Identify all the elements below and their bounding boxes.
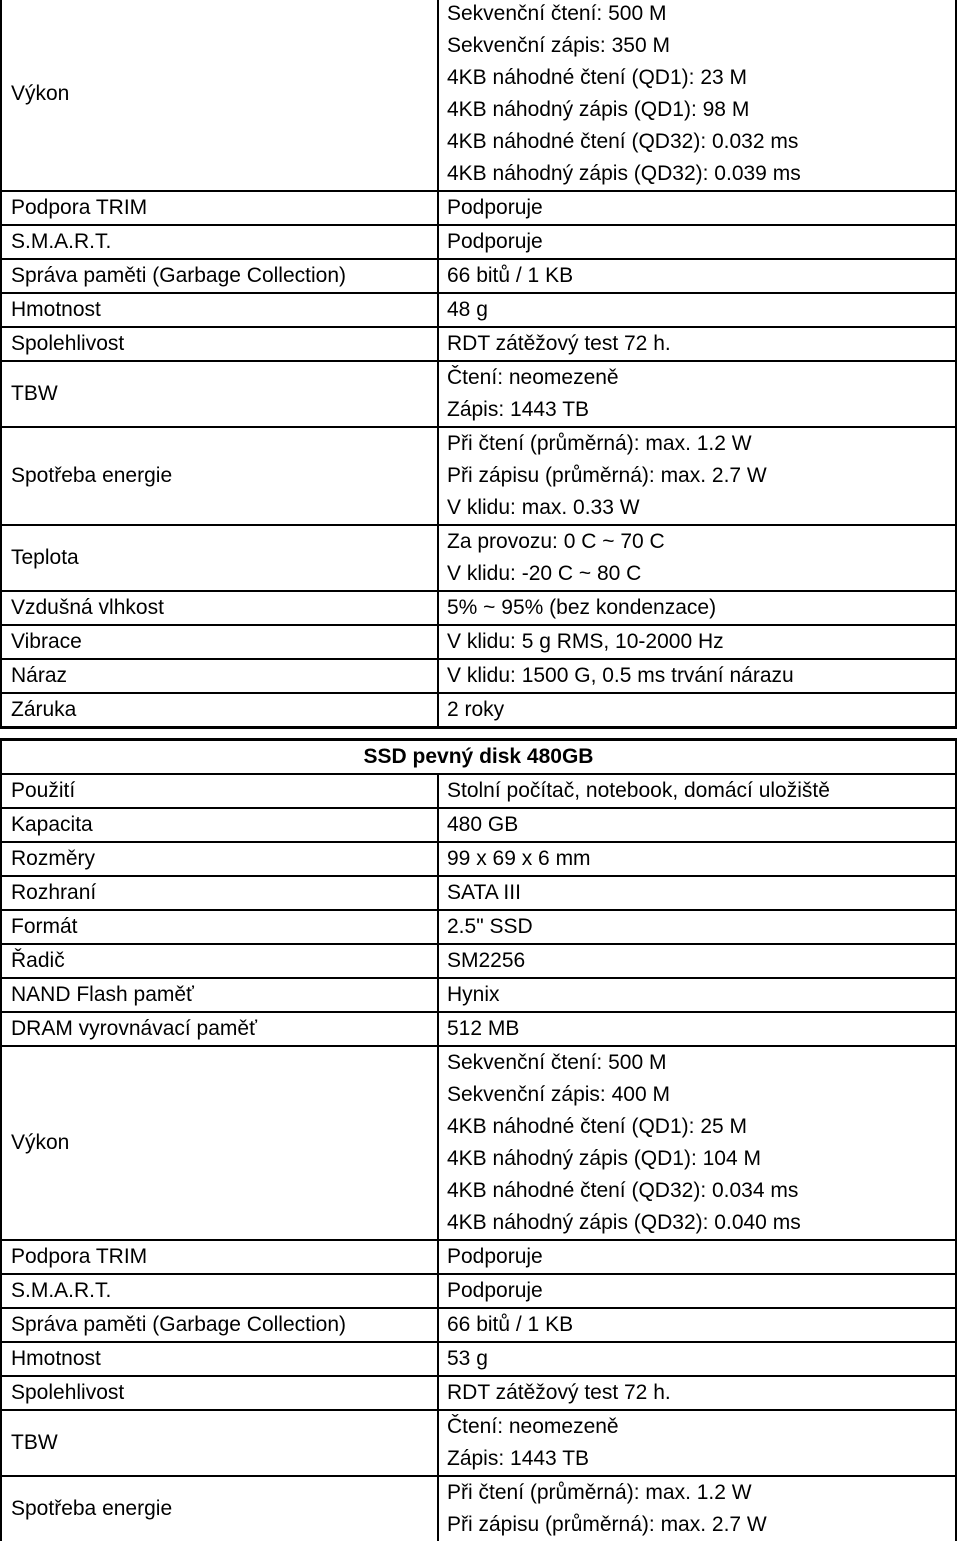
row-value <box>438 1046 956 1240</box>
row-value <box>438 1376 956 1410</box>
spec-row-dimensions <box>1 842 956 876</box>
row-value <box>438 659 956 693</box>
value-line: Při zápisu (průměrná): max. 2.7 W <box>447 1509 955 1541</box>
row-value <box>438 1410 956 1476</box>
value-line: 66 bitů / 1 KB <box>447 1309 955 1341</box>
row-value <box>438 1240 956 1274</box>
value-line: Zápis: 1443 TB <box>447 1443 955 1475</box>
row-label: Výkon <box>1 1046 438 1240</box>
value-line: Podporuje <box>447 1241 955 1273</box>
value-line: Podporuje <box>447 1275 955 1307</box>
spec-row-garbage-collection <box>1 1308 956 1342</box>
spec-row-trim <box>1 1240 956 1274</box>
spec-row-trim <box>1 191 956 225</box>
spec-row-usage <box>1 774 956 808</box>
value-line: 480 GB <box>447 809 955 841</box>
value-line: Sekvenční čtení: 500 M <box>447 1047 955 1079</box>
spec-row-warranty <box>1 693 956 728</box>
row-label: Podpora TRIM <box>1 191 438 225</box>
row-value <box>438 225 956 259</box>
spec-row-reliability <box>1 1376 956 1410</box>
value-line: Podporuje <box>447 226 955 258</box>
spec-row-capacity <box>1 808 956 842</box>
spec-table-caption <box>1 740 956 775</box>
spec-row-smart <box>1 1274 956 1308</box>
value-line: Sekvenční čtení: 500 M <box>447 0 955 30</box>
value-line: Hynix <box>447 979 955 1011</box>
row-label: DRAM vyrovnávací paměť <box>1 1012 438 1046</box>
row-label: S.M.A.R.T. <box>1 1274 438 1308</box>
value-line: 4KB náhodné čtení (QD1): 23 M <box>447 62 955 94</box>
value-line: RDT zátěžový test 72 h. <box>447 1377 955 1409</box>
spec-row-power <box>1 1476 956 1541</box>
spec-row-garbage-collection <box>1 259 956 293</box>
row-value <box>438 327 956 361</box>
value-line: 2 roky <box>447 694 955 726</box>
row-label: Spotřeba energie <box>1 427 438 525</box>
spec-row-nand-flash <box>1 978 956 1012</box>
row-value <box>438 361 956 427</box>
spec-row-vibration <box>1 625 956 659</box>
spec-row-smart <box>1 225 956 259</box>
row-value <box>438 293 956 327</box>
row-value <box>438 978 956 1012</box>
row-label: S.M.A.R.T. <box>1 225 438 259</box>
value-line: V klidu: -20 C ~ 80 C <box>447 558 955 590</box>
spec-row-shock <box>1 659 956 693</box>
row-label: Kapacita <box>1 808 438 842</box>
spec-table-240gb <box>0 0 957 729</box>
row-label: Náraz <box>1 659 438 693</box>
value-line: V klidu: 1500 G, 0.5 ms trvání nárazu <box>447 660 955 692</box>
spec-table-480gb <box>0 738 957 1541</box>
spec-row-tbw <box>1 361 956 427</box>
value-line: Při čtení (průměrná): max. 1.2 W <box>447 428 955 460</box>
value-line: V klidu: 5 g RMS, 10-2000 Hz <box>447 626 955 658</box>
row-value <box>438 259 956 293</box>
spec-row-humidity <box>1 591 956 625</box>
row-label: Vibrace <box>1 625 438 659</box>
spec-row-dram-cache <box>1 1012 956 1046</box>
spec-row-interface <box>1 876 956 910</box>
row-value <box>438 625 956 659</box>
row-label: Hmotnost <box>1 293 438 327</box>
row-label: Vzdušná vlhkost <box>1 591 438 625</box>
row-label: Spotřeba energie <box>1 1476 438 1541</box>
spec-row-weight <box>1 1342 956 1376</box>
value-line: V klidu: max. 0.33 W <box>447 492 955 524</box>
spec-row-performance <box>1 1046 956 1240</box>
spec-row-power <box>1 427 956 525</box>
value-line: Zápis: 1443 TB <box>447 394 955 426</box>
spec-row-weight <box>1 293 956 327</box>
value-line: 4KB náhodný zápis (QD1): 104 M <box>447 1143 955 1175</box>
value-line: 99 x 69 x 6 mm <box>447 843 955 875</box>
value-line: 5% ~ 95% (bez kondenzace) <box>447 592 955 624</box>
value-line: 2.5" SSD <box>447 911 955 943</box>
value-line: 512 MB <box>447 1013 955 1045</box>
row-value <box>438 876 956 910</box>
row-label: Hmotnost <box>1 1342 438 1376</box>
value-line: Čtení: neomezeně <box>447 362 955 394</box>
value-line: Sekvenční zápis: 350 M <box>447 30 955 62</box>
row-value <box>438 0 956 191</box>
value-line: SM2256 <box>447 945 955 977</box>
value-line: 4KB náhodný zápis (QD32): 0.040 ms <box>447 1207 955 1239</box>
row-label: Formát <box>1 910 438 944</box>
row-value <box>438 525 956 591</box>
row-label: Řadič <box>1 944 438 978</box>
row-label: Výkon <box>1 0 438 191</box>
value-line: RDT zátěžový test 72 h. <box>447 328 955 360</box>
row-label: Použití <box>1 774 438 808</box>
value-line: 4KB náhodný zápis (QD32): 0.039 ms <box>447 158 955 190</box>
value-line: Za provozu: 0 C ~ 70 C <box>447 526 955 558</box>
row-value <box>438 774 956 808</box>
spec-row-performance <box>1 0 956 191</box>
row-value <box>438 1476 956 1541</box>
row-label: Spolehlivost <box>1 327 438 361</box>
value-line: 4KB náhodné čtení (QD32): 0.034 ms <box>447 1175 955 1207</box>
spec-table-body <box>1 0 956 728</box>
row-value <box>438 910 956 944</box>
row-value <box>438 693 956 728</box>
row-value <box>438 944 956 978</box>
value-line: Čtení: neomezeně <box>447 1411 955 1443</box>
value-line: 48 g <box>447 294 955 326</box>
value-line: 66 bitů / 1 KB <box>447 260 955 292</box>
spec-row-tbw <box>1 1410 956 1476</box>
value-line: 53 g <box>447 1343 955 1375</box>
value-line: Stolní počítač, notebook, domácí uložiště <box>447 775 955 807</box>
row-label: NAND Flash paměť <box>1 978 438 1012</box>
value-line: 4KB náhodné čtení (QD1): 25 M <box>447 1111 955 1143</box>
row-label: Teplota <box>1 525 438 591</box>
row-value <box>438 842 956 876</box>
row-label: Rozhraní <box>1 876 438 910</box>
value-line: Sekvenční zápis: 400 M <box>447 1079 955 1111</box>
row-label: Rozměry <box>1 842 438 876</box>
spec-row-format <box>1 910 956 944</box>
row-value <box>438 1342 956 1376</box>
caption-text: SSD pevný disk 480GB <box>2 741 955 773</box>
value-line: Při zápisu (průměrná): max. 2.7 W <box>447 460 955 492</box>
row-label: TBW <box>1 1410 438 1476</box>
row-value <box>438 427 956 525</box>
value-line: Při čtení (průměrná): max. 1.2 W <box>447 1477 955 1509</box>
row-label: TBW <box>1 361 438 427</box>
row-label: Záruka <box>1 693 438 728</box>
spec-row-controller <box>1 944 956 978</box>
row-label: Správa paměti (Garbage Collection) <box>1 259 438 293</box>
row-value <box>438 591 956 625</box>
value-line: Podporuje <box>447 192 955 224</box>
row-value <box>438 191 956 225</box>
value-line: SATA III <box>447 877 955 909</box>
row-value <box>438 808 956 842</box>
spec-row-reliability <box>1 327 956 361</box>
value-line: 4KB náhodný zápis (QD1): 98 M <box>447 94 955 126</box>
spec-table-caption-row <box>1 740 956 775</box>
spec-table-body <box>1 740 956 1541</box>
row-value <box>438 1274 956 1308</box>
row-label: Podpora TRIM <box>1 1240 438 1274</box>
value-line: 4KB náhodné čtení (QD32): 0.032 ms <box>447 126 955 158</box>
row-value <box>438 1308 956 1342</box>
row-label: Spolehlivost <box>1 1376 438 1410</box>
row-label: Správa paměti (Garbage Collection) <box>1 1308 438 1342</box>
spec-row-temperature <box>1 525 956 591</box>
row-value <box>438 1012 956 1046</box>
